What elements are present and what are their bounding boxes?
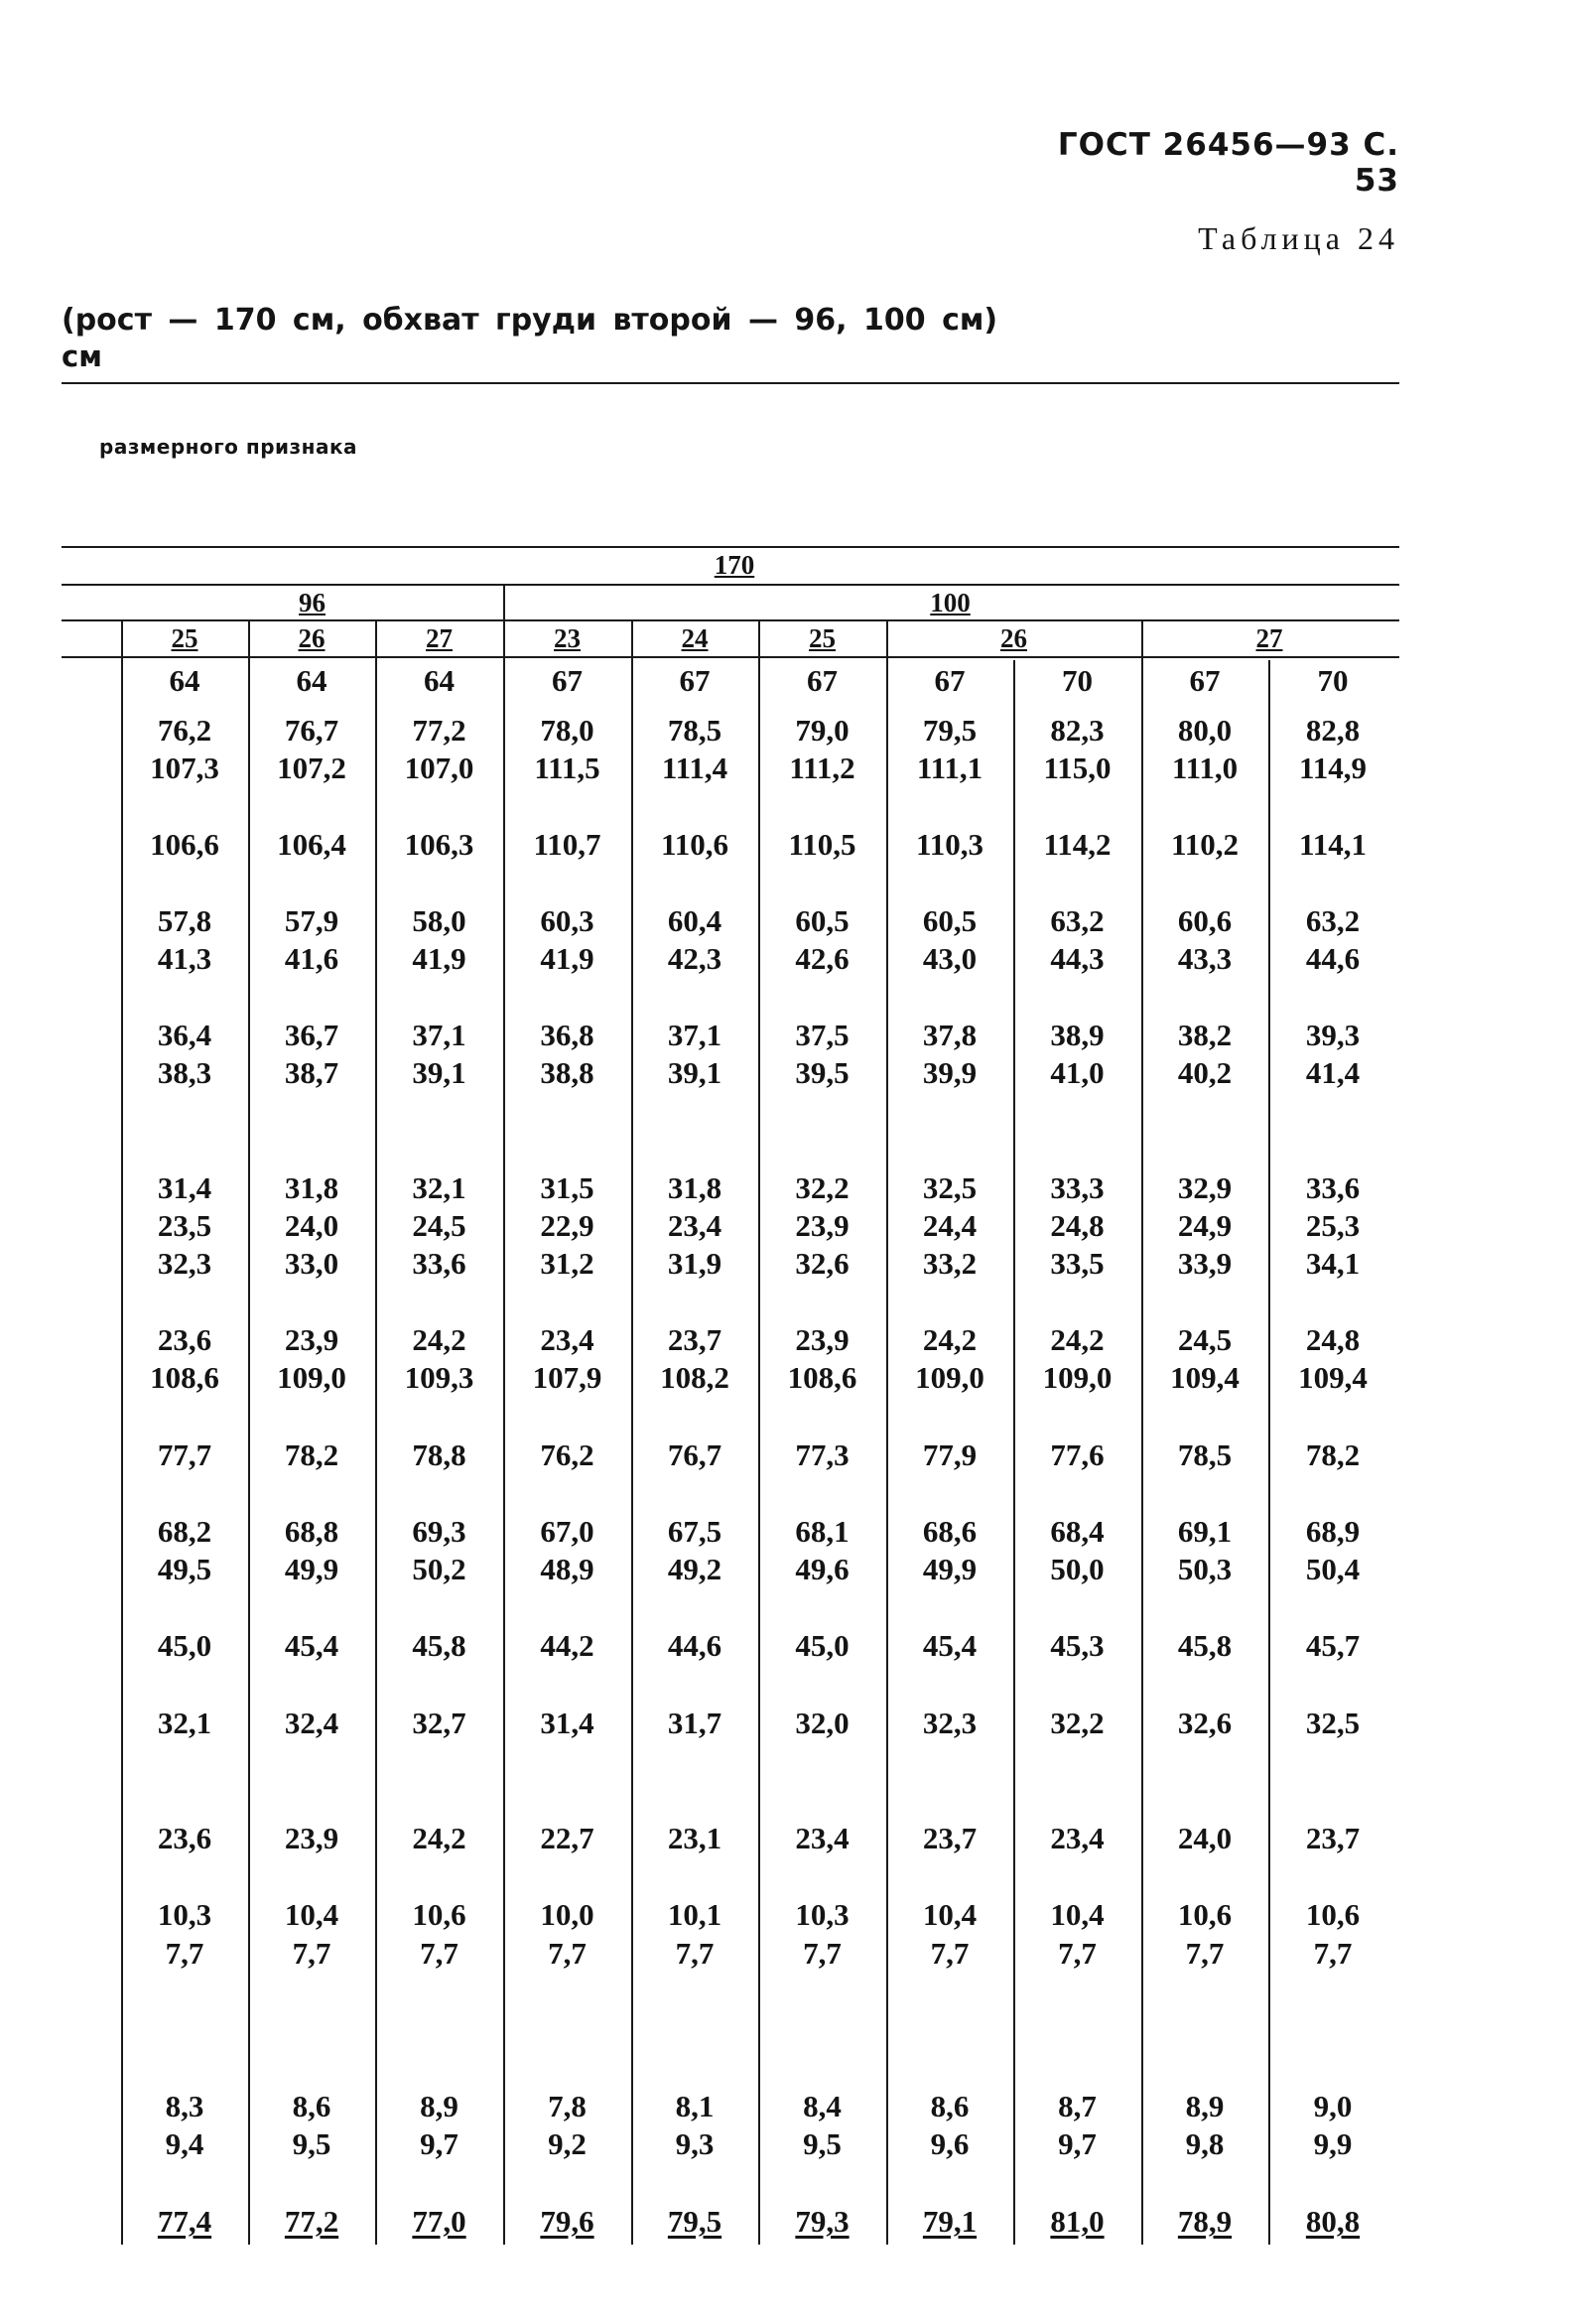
table-cell: 60,5 (795, 903, 850, 938)
table-cell: 32,3 (922, 1706, 978, 1740)
table-cell: 40,2 (1177, 1055, 1233, 1090)
table-cell: 8,6 (930, 2089, 970, 2123)
table-cell: 41,9 (412, 941, 466, 976)
table-cell: 10,6 (412, 1897, 466, 1932)
table-cell: 31,4 (157, 1170, 212, 1205)
table-cell: 10,6 (1305, 1897, 1361, 1932)
table-cell: 45,4 (284, 1628, 339, 1663)
table-cell: 23,7 (667, 1322, 722, 1357)
table-cell: 78,9 (1177, 2204, 1233, 2239)
table-cell: 68,1 (795, 1514, 850, 1549)
table-cell: 10,4 (284, 1897, 339, 1932)
table-cell: 45,8 (412, 1628, 466, 1663)
header-chest-96: 96 (299, 588, 326, 617)
header-rule (62, 584, 1399, 586)
table-cell: 44,6 (667, 1628, 722, 1663)
table-cell: 111,1 (916, 751, 983, 785)
table-cell: 78,5 (1177, 1437, 1233, 1472)
table-cell: 23,9 (284, 1322, 339, 1357)
table-cell: 60,5 (922, 903, 978, 938)
table-cell: 24,2 (922, 1322, 978, 1357)
column-separator (248, 621, 250, 2245)
header-hip-cell: 70 (1317, 663, 1349, 698)
table-cell: 45,3 (1050, 1628, 1105, 1663)
table-cell: 79,5 (922, 713, 978, 748)
column-separator (758, 621, 760, 2245)
table-cell: 24,2 (1050, 1322, 1105, 1357)
table-cell: 81,0 (1050, 2204, 1105, 2239)
table-cell: 10,4 (1050, 1897, 1105, 1932)
table-cell: 106,6 (150, 827, 219, 862)
table-cell: 68,4 (1050, 1514, 1105, 1549)
table-cell: 68,8 (284, 1514, 339, 1549)
table-cell: 60,4 (667, 903, 722, 938)
table-cell: 57,8 (157, 903, 212, 938)
table-cell: 32,0 (795, 1706, 850, 1740)
header-group: 25 (809, 623, 836, 653)
table-cell: 41,4 (1305, 1055, 1361, 1090)
table-cell: 31,4 (540, 1706, 594, 1740)
table-cell: 106,4 (277, 827, 346, 862)
table-cell: 8,7 (1058, 2089, 1097, 2123)
table-cell: 108,6 (787, 1360, 857, 1395)
table-cell: 8,3 (165, 2089, 204, 2123)
table-cell: 77,2 (412, 713, 466, 748)
table-cell: 33,0 (284, 1246, 339, 1281)
table-cell: 10,3 (157, 1897, 212, 1932)
table-cell: 38,3 (157, 1055, 212, 1090)
table-cell: 77,3 (795, 1437, 850, 1472)
table-cell: 110,3 (915, 827, 984, 862)
table-cell: 79,0 (795, 713, 850, 748)
table-cell: 36,4 (157, 1018, 212, 1052)
table-cell: 82,3 (1050, 713, 1105, 748)
header-group: 27 (426, 623, 453, 653)
table-cell: 63,2 (1050, 903, 1105, 938)
table-cell: 49,2 (667, 1552, 722, 1586)
header-group: 27 (1255, 623, 1283, 653)
table-cell: 8,9 (1185, 2089, 1225, 2123)
table-cell: 23,4 (795, 1821, 850, 1855)
column-separator (121, 621, 123, 2245)
table-cell: 9,2 (548, 2126, 587, 2161)
table-cell: 31,8 (667, 1170, 722, 1205)
table-cell: 80,0 (1177, 713, 1233, 748)
table-cell: 9,8 (1185, 2126, 1225, 2161)
table-cell: 38,9 (1050, 1018, 1105, 1052)
table-cell: 106,3 (404, 827, 474, 862)
table-cell: 32,3 (157, 1246, 212, 1281)
table-cell: 10,4 (922, 1897, 978, 1932)
table-cell: 22,9 (540, 1208, 594, 1243)
table-cell: 79,5 (667, 2204, 722, 2239)
table-cell: 7,7 (1185, 1936, 1225, 1971)
table-cell: 23,6 (157, 1821, 212, 1855)
header-group: 23 (554, 623, 581, 653)
table-cell: 78,0 (540, 713, 594, 748)
table-cell: 114,9 (1298, 751, 1368, 785)
table-cell: 31,5 (540, 1170, 594, 1205)
table-cell: 8,4 (803, 2089, 842, 2123)
table-cell: 33,2 (922, 1246, 978, 1281)
table-cell: 36,8 (540, 1018, 594, 1052)
table-cell: 41,3 (157, 941, 212, 976)
table-cell: 37,1 (412, 1018, 466, 1052)
header-hip-cell: 67 (679, 663, 711, 698)
table-cell: 42,3 (667, 941, 722, 976)
table-cell: 57,9 (284, 903, 339, 938)
top-rule (62, 382, 1399, 384)
table-cell: 23,7 (922, 1821, 978, 1855)
table-cell: 78,2 (1305, 1437, 1361, 1472)
table-cell: 110,2 (1170, 827, 1240, 862)
table-cell: 111,4 (661, 751, 728, 785)
table-cell: 49,9 (284, 1552, 339, 1586)
table-cell: 48,9 (540, 1552, 594, 1586)
header-hip-cell: 64 (424, 663, 455, 698)
header-group: 26 (298, 623, 326, 653)
header-hip-cell: 67 (552, 663, 583, 698)
table-cell: 31,9 (667, 1246, 722, 1281)
table-cell: 32,5 (1305, 1706, 1361, 1740)
table-cell: 7,7 (292, 1936, 331, 1971)
table-cell: 45,4 (922, 1628, 978, 1663)
table-cell: 8,9 (420, 2089, 458, 2123)
table-cell: 77,0 (412, 2204, 466, 2239)
header-rule (62, 619, 1399, 621)
table-cell: 7,7 (548, 1936, 587, 1971)
table-cell: 23,4 (1050, 1821, 1105, 1855)
table-cell: 49,9 (922, 1552, 978, 1586)
table-cell: 39,1 (412, 1055, 466, 1090)
table-cell: 32,2 (795, 1170, 850, 1205)
column-separator (886, 621, 888, 2245)
table-cell: 67,5 (667, 1514, 722, 1549)
table-cell: 77,7 (157, 1437, 212, 1472)
table-cell: 38,8 (540, 1055, 594, 1090)
table-cell: 32,1 (157, 1706, 212, 1740)
table-cell: 77,6 (1050, 1437, 1105, 1472)
table-cell: 109,0 (277, 1360, 346, 1395)
table-cell: 82,8 (1305, 713, 1361, 748)
table-cell: 24,2 (412, 1821, 466, 1855)
table-cell: 31,8 (284, 1170, 339, 1205)
table-cell: 7,8 (548, 2089, 587, 2123)
table-cell: 60,3 (540, 903, 594, 938)
table-cell: 39,3 (1305, 1018, 1361, 1052)
table-cell: 7,7 (1313, 1936, 1353, 1971)
header-rule (62, 546, 1399, 548)
table-cell: 38,7 (284, 1055, 339, 1090)
table-cell: 115,0 (1043, 751, 1112, 785)
table-cell: 50,4 (1305, 1552, 1361, 1586)
table-cell: 111,0 (1171, 751, 1239, 785)
table-cell: 79,1 (922, 2204, 978, 2239)
table-cell: 45,8 (1177, 1628, 1233, 1663)
table-cell: 69,3 (412, 1514, 466, 1549)
table-cell: 23,5 (157, 1208, 212, 1243)
table-cell: 50,3 (1177, 1552, 1233, 1586)
table-cell: 7,7 (165, 1936, 204, 1971)
table-cell: 7,7 (420, 1936, 458, 1971)
table-cell: 111,5 (534, 751, 600, 785)
table-cell: 41,9 (540, 941, 594, 976)
table-cell: 50,2 (412, 1552, 466, 1586)
table-cell: 32,6 (1177, 1706, 1233, 1740)
table-cell: 23,4 (667, 1208, 722, 1243)
table-cell: 76,7 (667, 1437, 722, 1472)
table-cell: 41,6 (284, 941, 339, 976)
page-header: ГОСТ 26456—93 С. 53 (1057, 127, 1399, 199)
table-cell: 109,4 (1170, 1360, 1240, 1395)
table-cell: 24,2 (412, 1322, 466, 1357)
table-cell: 33,9 (1177, 1246, 1233, 1281)
header-height: 170 (714, 550, 755, 580)
table-cell: 109,4 (1298, 1360, 1368, 1395)
table-cell: 10,1 (667, 1897, 722, 1932)
table-cell: 8,1 (675, 2089, 715, 2123)
table-cell: 109,0 (1042, 1360, 1113, 1395)
table-cell: 49,6 (795, 1552, 850, 1586)
table-cell: 9,7 (420, 2126, 458, 2161)
header-group: 24 (681, 623, 709, 653)
table-cell: 107,2 (277, 751, 346, 785)
table-cell: 24,0 (284, 1208, 339, 1243)
table-cell: 76,2 (540, 1437, 594, 1472)
table-cell: 108,2 (660, 1360, 729, 1395)
table-cell: 45,0 (157, 1628, 212, 1663)
table-cell: 32,9 (1177, 1170, 1233, 1205)
table-cell: 24,8 (1050, 1208, 1105, 1243)
table-cell: 24,5 (412, 1208, 466, 1243)
table-cell: 60,6 (1177, 903, 1233, 938)
table-cell: 80,8 (1305, 2204, 1361, 2239)
table-cell: 42,6 (795, 941, 850, 976)
table-cell: 23,1 (667, 1821, 722, 1855)
column-separator (631, 621, 633, 2245)
header-group: 25 (171, 623, 198, 653)
table-cell: 76,7 (284, 713, 339, 748)
table-cell: 23,9 (284, 1821, 339, 1855)
table-cell: 69,1 (1177, 1514, 1233, 1549)
table-cell: 107,0 (404, 751, 474, 785)
table-cell: 7,7 (930, 1936, 970, 1971)
table-cell: 31,7 (667, 1706, 722, 1740)
table-cell: 24,5 (1177, 1322, 1233, 1357)
table-cell: 34,1 (1305, 1246, 1361, 1281)
header-hip-cell: 64 (169, 663, 200, 698)
table-cell: 44,6 (1305, 941, 1361, 976)
table-cell: 9,0 (1313, 2089, 1353, 2123)
table-cell: 114,2 (1043, 827, 1112, 862)
table-cell: 76,2 (157, 713, 212, 748)
table-cell: 23,9 (795, 1322, 850, 1357)
table-cell: 9,5 (292, 2126, 331, 2161)
table-cell: 44,3 (1050, 941, 1105, 976)
table-cell: 39,9 (922, 1055, 978, 1090)
table-cell: 23,4 (540, 1322, 594, 1357)
header-hip-cell: 67 (934, 663, 966, 698)
table-cell: 9,9 (1313, 2126, 1353, 2161)
table-cell: 37,1 (667, 1018, 722, 1052)
feature-column-label: размерного признака (99, 435, 358, 459)
header-hip-cell: 70 (1062, 663, 1093, 698)
table-cell: 79,6 (540, 2204, 594, 2239)
table-cell: 78,5 (667, 713, 722, 748)
table-cell: 110,6 (660, 827, 729, 862)
table-cell: 23,6 (157, 1322, 212, 1357)
table-cell: 7,7 (675, 1936, 715, 1971)
table-cell: 77,4 (157, 2204, 212, 2239)
table-cell: 110,5 (788, 827, 856, 862)
table-cell: 78,8 (412, 1437, 466, 1472)
table-cell: 44,2 (540, 1628, 594, 1663)
table-cell: 32,5 (922, 1170, 978, 1205)
table-cell: 32,2 (1050, 1706, 1105, 1740)
table-cell: 45,7 (1305, 1628, 1361, 1663)
table-cell: 33,5 (1050, 1246, 1105, 1281)
table-cell: 37,5 (795, 1018, 850, 1052)
table-cell: 110,7 (533, 827, 601, 862)
table-cell: 23,9 (795, 1208, 850, 1243)
table-cell: 9,6 (930, 2126, 970, 2161)
header-rule (62, 656, 1399, 658)
table-cell: 36,7 (284, 1018, 339, 1052)
table-cell: 109,0 (915, 1360, 984, 1395)
table-cell: 107,3 (150, 751, 219, 785)
table-caption: Таблица 24 (1198, 220, 1399, 256)
table-cell: 32,4 (284, 1706, 339, 1740)
table-cell: 32,7 (412, 1706, 466, 1740)
table-cell: 67,0 (540, 1514, 594, 1549)
table-cell: 24,0 (1177, 1821, 1233, 1855)
table-cell: 9,4 (165, 2126, 204, 2161)
table-cell: 58,0 (412, 903, 466, 938)
table-cell: 23,7 (1305, 1821, 1361, 1855)
table-cell: 7,7 (803, 1936, 842, 1971)
table-cell: 9,3 (675, 2126, 715, 2161)
table-cell: 79,3 (795, 2204, 850, 2239)
table-cell: 10,0 (540, 1897, 594, 1932)
table-cell: 22,7 (540, 1821, 594, 1855)
table-cell: 77,2 (284, 2204, 339, 2239)
table-cell: 33,6 (1305, 1170, 1361, 1205)
table-cell: 78,2 (284, 1437, 339, 1472)
table-cell: 39,5 (795, 1055, 850, 1090)
table-cell: 107,9 (532, 1360, 602, 1395)
table-cell: 25,3 (1305, 1208, 1361, 1243)
table-cell: 32,1 (412, 1170, 466, 1205)
table-cell: 43,3 (1177, 941, 1233, 976)
table-cell: 77,9 (922, 1437, 978, 1472)
header-hip-cell: 64 (296, 663, 328, 698)
table-cell: 68,6 (922, 1514, 978, 1549)
table-cell: 33,6 (412, 1246, 466, 1281)
table-cell: 32,6 (795, 1246, 850, 1281)
table-cell: 114,1 (1298, 827, 1368, 862)
table-cell: 24,4 (922, 1208, 978, 1243)
table-cell: 41,0 (1050, 1055, 1105, 1090)
table-cell: 43,0 (922, 941, 978, 976)
table-cell: 108,6 (150, 1360, 219, 1395)
table-cell: 111,2 (789, 751, 855, 785)
table-cell: 50,0 (1050, 1552, 1105, 1586)
table-cell: 31,2 (540, 1246, 594, 1281)
table-cell: 8,6 (292, 2089, 331, 2123)
table-cell: 68,2 (157, 1514, 212, 1549)
header-group: 26 (1000, 623, 1027, 653)
table-cell: 37,8 (922, 1018, 978, 1052)
header-hip-cell: 67 (1189, 663, 1221, 698)
table-cell: 10,6 (1177, 1897, 1233, 1932)
table-cell: 39,1 (667, 1055, 722, 1090)
table-cell: 9,5 (803, 2126, 842, 2161)
header-hip-cell: 67 (807, 663, 838, 698)
table-cell: 38,2 (1177, 1018, 1233, 1052)
table-cell: 49,5 (157, 1552, 212, 1586)
table-cell: 10,3 (795, 1897, 850, 1932)
table-cell: 33,3 (1050, 1170, 1105, 1205)
table-cell: 9,7 (1058, 2126, 1097, 2161)
units-label: см (62, 340, 102, 373)
table-subtitle: (рост — 170 см, обхват груди второй — 96, 100 см) (62, 303, 998, 338)
column-separator (375, 621, 377, 2245)
table-cell: 7,7 (1058, 1936, 1097, 1971)
table-cell: 63,2 (1305, 903, 1361, 938)
table-cell: 24,8 (1305, 1322, 1361, 1357)
table-cell: 45,0 (795, 1628, 850, 1663)
table-cell: 109,3 (404, 1360, 474, 1395)
table-cell: 68,9 (1305, 1514, 1361, 1549)
header-chest-100: 100 (930, 588, 971, 617)
column-separator (1141, 621, 1143, 2245)
table-cell: 24,9 (1177, 1208, 1233, 1243)
